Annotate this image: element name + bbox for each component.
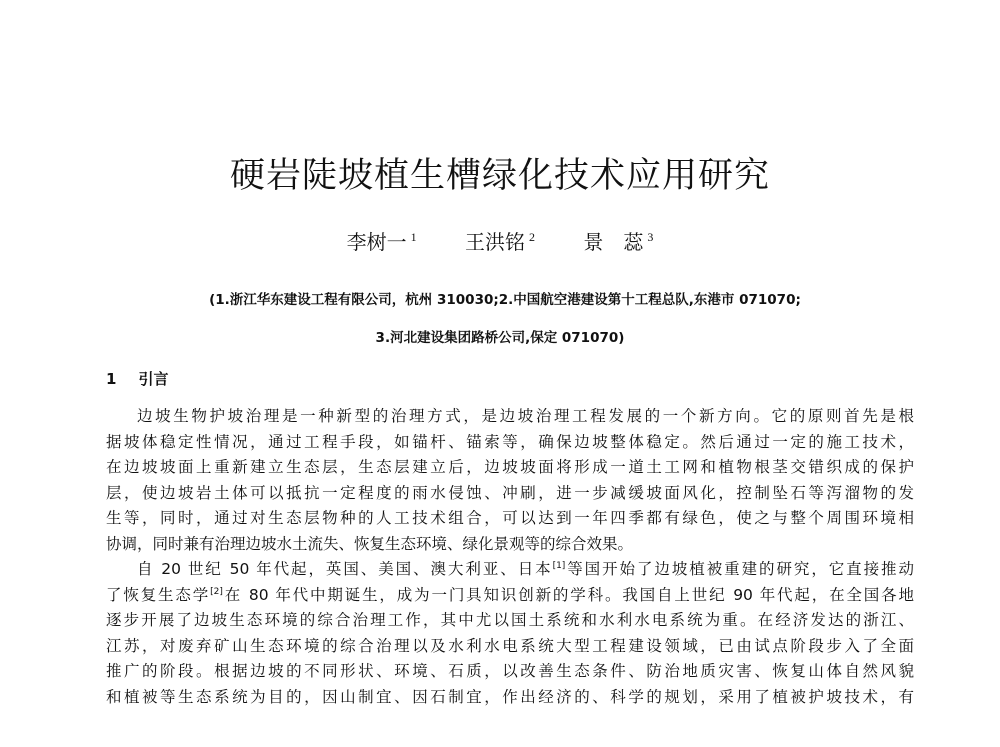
text-line: 逐步开展了边坡生态环境的综合治理工作，其中尤以国土系统和水利水电系统为重。在经济发达的浙江、 [106,611,914,629]
affiliation-line-2: 3.河北建设集团路桥公司,保定 071070) [375,330,625,346]
text-line: 生等，同时，通过对生态层物种的人工技术组合，可以达到一年四季都有绿色，使之与整个周围环境相 [106,509,914,527]
text-line: 据坡体稳定性情况，通过工程手段，如锚杆、锚索等，确保边坡整体稳定。然后通过一定的施工技术， [106,432,914,451]
text-line: 边坡生物护坡治理是一种新型的治理方式，是边坡治理工程发展的一个新方向。它的原则首先是根 [137,407,914,425]
section-title: 引言 [138,370,169,388]
author-2 [465,226,535,255]
author-3 [583,226,653,255]
author-name: 王洪铭 [465,230,525,254]
text-line [106,583,914,609]
text-segment: 在 80 年代中期诞生，成为一门具知识创新的学科。我国自上世纪 90 年代起，在全国各地 [222,585,914,604]
text-segment: 自 20 世纪 50 年代起，英国、美国、澳大利亚、日本 [137,560,553,578]
paper-title: 硬岩陡坡植生槽绿化技术应用研究 [229,156,770,196]
text-line [106,557,914,583]
section-number: 1 [106,370,117,388]
citation-ref: [2] [210,586,223,597]
text-line: 协调，同时兼有治理边坡水土流失、恢复生态环境、绿化景观等的综合效果。 [106,534,634,553]
text-line: 推广的阶段。根据边坡的不同形状、环境、石质，以改善生态条件、防治地质灾害、恢复山体自然风貌 [106,662,914,680]
paragraph-1 [106,404,914,557]
paragraph-2 [106,557,914,710]
text-segment: 了恢复生态学 [106,585,211,604]
author-list [0,226,1000,255]
author-name: 李树一 [346,230,407,254]
text-line: 在边坡坡面上重新建立生态层，生态层建立后，边坡坡面将形成一道土工网和植物根茎交错织成的保护 [106,458,914,476]
text-line: 江苏，对废弃矿山生态环境的综合治理以及水利水电系统大型工程建设领域，已由试点阶段步入了全面 [106,636,914,655]
citation-ref: [1] [552,560,566,571]
author-name: 景 蕊 [583,230,644,254]
author-1 [347,226,417,255]
affiliation-mark: 3 [647,230,654,245]
affiliation-mark: 2 [529,230,535,245]
text-line: 层，使边坡岩土体可以抵抗一定程度的雨水侵蚀、冲刷，进一步减缓坡面风化，控制坠石等泻溜物的发 [106,483,914,502]
text-line: 和植被等生态系统为目的，因山制宜、因石制宜，作出经济的、科学的规划，采用了植被护坡技术，有 [106,687,914,706]
section-heading [106,368,168,389]
text-segment: 等国开始了边坡植被重建的研究，它直接推动 [565,560,914,578]
body-text [106,404,914,710]
affiliation-line-1: (1.浙江华东建设工程有限公司，杭州 310030;2.中国航空港建设第十工程总队,东港市 071070; [209,292,801,308]
affiliation-mark: 1 [410,230,417,245]
